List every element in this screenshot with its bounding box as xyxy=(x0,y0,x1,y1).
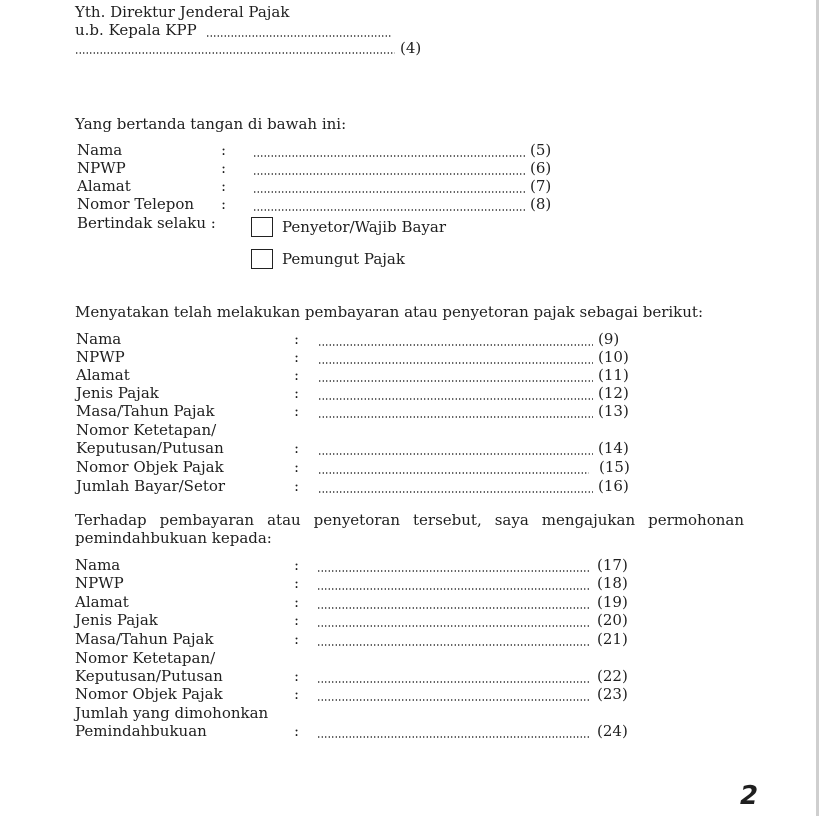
colon: : xyxy=(294,630,300,648)
colon: : xyxy=(294,722,300,740)
payment-address-number: (11) xyxy=(598,366,629,384)
intro-text: Yang bertanda tangan di bawah ini: xyxy=(75,115,347,133)
transfer-npwp-field[interactable] xyxy=(317,588,591,590)
colon: : xyxy=(221,141,227,159)
kpp-dotted-field-2[interactable] xyxy=(75,52,395,54)
payment-object-field[interactable] xyxy=(318,472,589,474)
payment-tax-type-field[interactable] xyxy=(318,398,593,400)
payment-period-label: Masa/Tahun Pajak xyxy=(76,402,215,420)
applicant-npwp-number: (6) xyxy=(530,159,552,177)
payment-tax-type-number: (12) xyxy=(598,384,629,402)
colon: : xyxy=(221,177,227,195)
payment-decree-label-2: Keputusan/Putusan xyxy=(76,439,224,457)
colon: : xyxy=(294,458,300,476)
transfer-tax-type-number: (20) xyxy=(597,611,628,629)
applicant-address-label: Alamat xyxy=(77,177,131,195)
transfer-decree-label-1: Nomor Ketetapan/ xyxy=(75,649,216,667)
payment-decree-field[interactable] xyxy=(318,453,593,455)
transfer-amount-label-2: Pemindahbukuan xyxy=(75,722,207,740)
transfer-period-field[interactable] xyxy=(317,644,591,646)
addressee-line: Yth. Direktur Jenderal Pajak xyxy=(75,3,290,21)
transfer-decree-number: (22) xyxy=(597,667,628,685)
colon: : xyxy=(294,439,300,457)
payment-decree-number: (14) xyxy=(598,439,629,457)
applicant-phone-label: Nomor Telepon xyxy=(77,195,195,213)
payment-amount-field[interactable] xyxy=(318,491,593,493)
transfer-npwp-number: (18) xyxy=(597,574,628,592)
transfer-amount-label-1: Jumlah yang dimohonkan xyxy=(75,704,269,722)
colon: : xyxy=(294,402,300,420)
checkbox-penyetor[interactable] xyxy=(251,217,273,237)
payment-object-number: (15) xyxy=(599,458,630,476)
payment-period-field[interactable] xyxy=(318,416,593,418)
colon: : xyxy=(294,348,300,366)
payment-period-number: (13) xyxy=(598,402,629,420)
applicant-npwp-field[interactable] xyxy=(253,173,525,175)
payment-tax-type-label: Jenis Pajak xyxy=(76,384,159,402)
transfer-period-number: (21) xyxy=(597,630,628,648)
payment-address-field[interactable] xyxy=(318,380,593,382)
transfer-npwp-label: NPWP xyxy=(75,574,124,592)
transfer-amount-field[interactable] xyxy=(317,736,591,738)
transfer-name-label: Nama xyxy=(75,556,121,574)
transfer-name-field[interactable] xyxy=(317,570,591,572)
transfer-address-number: (19) xyxy=(597,593,628,611)
applicant-address-field[interactable] xyxy=(253,191,525,193)
transfer-amount-number: (24) xyxy=(597,722,628,740)
payment-amount-label: Jumlah Bayar/Setor xyxy=(76,477,226,495)
checkbox-pemungut[interactable] xyxy=(251,249,273,269)
applicant-phone-number: (8) xyxy=(530,195,552,213)
transfer-address-field[interactable] xyxy=(317,607,591,609)
kpp-dotted-field[interactable] xyxy=(206,35,391,37)
transfer-intro-line-2: pemindahbukuan kepada: xyxy=(75,529,272,547)
transfer-object-field[interactable] xyxy=(317,699,591,701)
colon: : xyxy=(221,195,227,213)
kpp-field-number: (4) xyxy=(400,39,422,57)
applicant-name-field[interactable] xyxy=(253,155,525,157)
applicant-address-number: (7) xyxy=(530,177,552,195)
payment-amount-number: (16) xyxy=(598,477,629,495)
payment-address-label: Alamat xyxy=(76,366,130,384)
colon: : xyxy=(294,667,300,685)
transfer-tax-type-label: Jenis Pajak xyxy=(75,611,158,629)
applicant-npwp-label: NPWP xyxy=(77,159,126,177)
applicant-phone-field[interactable] xyxy=(253,209,525,211)
colon: : xyxy=(294,556,300,574)
colon: : xyxy=(294,574,300,592)
transfer-decree-field[interactable] xyxy=(317,681,591,683)
colon: : xyxy=(294,611,300,629)
page-number: 2 xyxy=(740,781,759,811)
transfer-object-label: Nomor Objek Pajak xyxy=(75,685,223,703)
transfer-object-number: (23) xyxy=(597,685,628,703)
option-penyetor-label: Penyetor/Wajib Bayar xyxy=(282,218,447,236)
payment-decree-label-1: Nomor Ketetapan/ xyxy=(76,421,217,439)
payment-npwp-label: NPWP xyxy=(76,348,125,366)
transfer-name-number: (17) xyxy=(597,556,628,574)
payment-npwp-field[interactable] xyxy=(318,362,593,364)
transfer-decree-label-2: Keputusan/Putusan xyxy=(75,667,223,685)
applicant-name-number: (5) xyxy=(530,141,552,159)
applicant-name-label: Nama xyxy=(77,141,123,159)
payment-object-label: Nomor Objek Pajak xyxy=(76,458,224,476)
colon: : xyxy=(294,330,300,348)
colon: : xyxy=(221,159,227,177)
transfer-period-label: Masa/Tahun Pajak xyxy=(75,630,214,648)
colon: : xyxy=(294,593,300,611)
transfer-tax-type-field[interactable] xyxy=(317,625,591,627)
transfer-address-label: Alamat xyxy=(75,593,129,611)
colon: : xyxy=(294,384,300,402)
transfer-intro-line-1: Terhadap pembayaran atau penyetoran tersebut, saya mengajukan permohonan xyxy=(75,511,744,529)
payment-intro: Menyatakan telah melakukan pembayaran atau penyetoran pajak sebagai berikut: xyxy=(75,303,704,321)
colon: : xyxy=(294,477,300,495)
colon: : xyxy=(294,366,300,384)
payment-name-number: (9) xyxy=(598,330,620,348)
option-pemungut-label: Pemungut Pajak xyxy=(282,250,405,268)
kpp-label: u.b. Kepala KPP xyxy=(75,21,197,39)
payment-name-field[interactable] xyxy=(318,344,593,346)
colon: : xyxy=(294,685,300,703)
payment-npwp-number: (10) xyxy=(598,348,629,366)
acting-as-label: Bertindak selaku : xyxy=(77,214,216,232)
payment-name-label: Nama xyxy=(76,330,122,348)
